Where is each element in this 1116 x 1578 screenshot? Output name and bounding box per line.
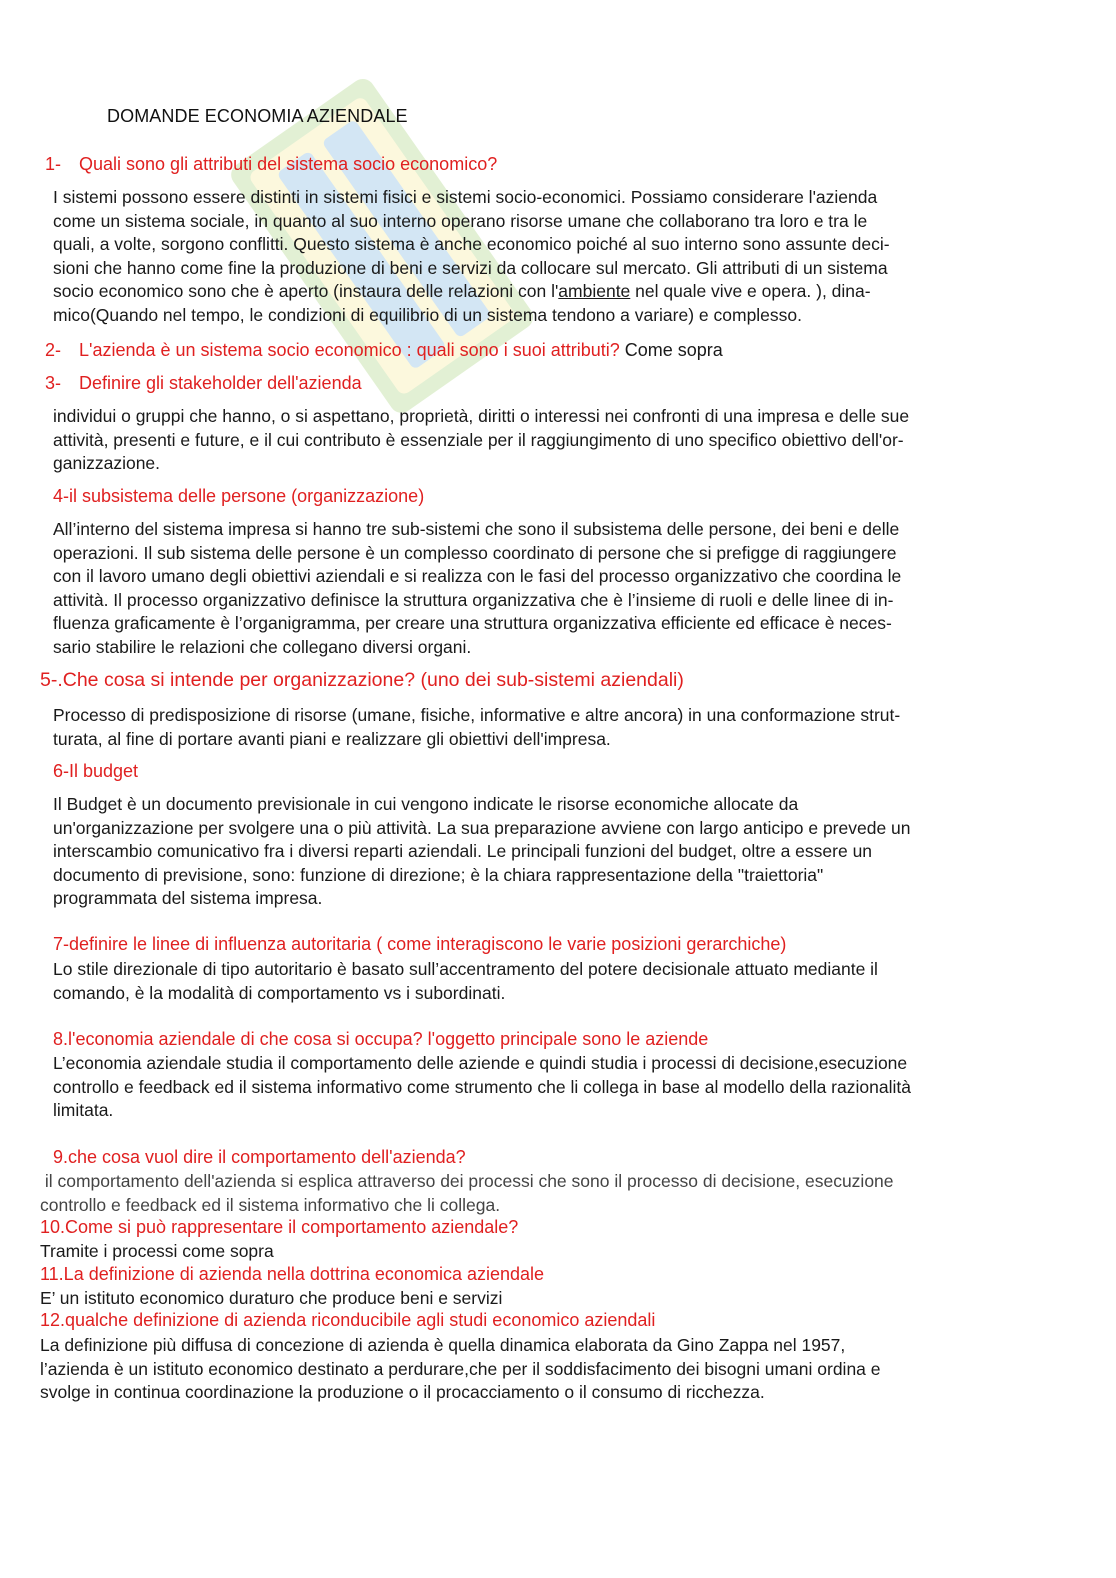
answer-line: operazioni. Il sub sistema delle persone è un complesso coordinato di persone che si prefigge di raggiungere <box>53 542 897 563</box>
answer-line: controllo e feedback ed il sistema informativo come strumento che li collega in base al modello della razionalità <box>53 1076 911 1097</box>
answer-line: programmata del sistema impresa. <box>53 888 323 908</box>
question-text: 10.Come si può rappresentare il comportamento aziendale? <box>40 1217 519 1237</box>
answer-6 <box>53 793 911 911</box>
question-number: 2- <box>45 340 62 360</box>
answer-line: comando, è la modalità di comportamento vs i subordinati. <box>53 982 506 1003</box>
inline-answer: Come sopra <box>619 340 723 360</box>
answer-line: I sistemi possono essere distinti in sistemi fisici e sistemi socio-economici. Possiamo considerare l'azienda <box>53 187 878 207</box>
answer-line: turata, al fine di portare avanti piani e realizzare gli obiettivi dell'impresa. <box>53 728 611 749</box>
answer-line: All’interno del sistema impresa si hanno tre sub-sistemi che sono il subsistema delle persone, dei beni e delle <box>53 519 900 539</box>
answer-line: mico(Quando nel tempo, le condizioni di equilibrio di un sistema tendono a variare) e complesso. <box>53 304 803 325</box>
answer-12 <box>40 1334 881 1405</box>
answer-line: attività. Il processo organizzativo definisce la struttura organizzativa che è l’insieme di ruoli e delle linee di in- <box>53 589 894 610</box>
question-7 <box>53 934 786 955</box>
question-2 <box>45 340 723 361</box>
answer-line: sioni che hanno come fine la produzione di beni e servizi da collocare sul mercato. Gli attributi di un sistema <box>53 257 888 278</box>
answer-line: ganizzazione. <box>53 453 161 473</box>
question-10 <box>40 1217 518 1238</box>
answer-line: svolge in continua coordinazione la produzione o il procacciamento o il consumo di ricchezza. <box>40 1382 765 1402</box>
question-9 <box>53 1147 466 1168</box>
question-text: L'azienda è un sistema socio economico : quali sono i suoi attributi? <box>79 340 620 360</box>
question-3 <box>45 373 362 394</box>
answer-4 <box>53 518 901 659</box>
question-text: Quali sono gli attributi del sistema socio economico? <box>79 154 498 174</box>
answer-line <box>53 280 890 304</box>
question-text: 8.l'economia aziendale di che cosa si occupa? l'oggetto principale sono le aziende <box>53 1029 709 1049</box>
question-8 <box>53 1029 708 1050</box>
question-5 <box>40 669 684 692</box>
question-text: Definire gli stakeholder dell'azienda <box>79 373 362 393</box>
answer-line: un'organizzazione per svolgere una o più attività. La sua preparazione avviene con largo anticipo e prevede un <box>53 817 911 838</box>
answer-line: controllo e feedback ed il sistema informativo che li collega. <box>40 1194 501 1215</box>
answer-line: Tramite i processi come sopra <box>40 1241 274 1261</box>
answer-line: l’azienda è un istituto economico destinato a perdurare,che per il soddisfacimento dei bisogni umani ordina e <box>40 1358 881 1379</box>
answer-line: Lo stile direzionale di tipo autoritario è basato sull’accentramento del potere decisionale attuato mediante il <box>53 959 878 979</box>
answer-line: Processo di predisposizione di risorse (umane, fisiche, informative e altre ancora) in una conformazione strut- <box>53 705 901 725</box>
answer-5 <box>53 704 900 751</box>
answer-1 <box>53 186 890 327</box>
question-text: 11.La definizione di azienda nella dottrina economica aziendale <box>40 1264 545 1284</box>
answer-line: documento di previsione, sono: funzione di direzione; è la chiara rappresentazione della "traiettoria" <box>53 864 824 885</box>
question-number: 1- <box>45 154 62 174</box>
question-11 <box>40 1264 544 1285</box>
answer-3 <box>53 405 909 476</box>
answer-line: E’ un istituto economico duraturo che produce beni e servizi <box>40 1288 503 1308</box>
answer-line: attività, presenti e future, e il cui contributo è essenziale per il raggiungimento di uno specifico obiettivo dell'or- <box>53 429 904 450</box>
question-text: 7-definire le linee di influenza autoritaria ( come interagiscono le varie posizioni gerarchiche) <box>53 934 787 954</box>
ambiente-link[interactable]: ambiente <box>558 281 631 301</box>
answer-line: limitata. <box>53 1100 114 1120</box>
question-12 <box>40 1310 655 1331</box>
answer-line: con il lavoro umano degli obiettivi aziendali e si realizza con le fasi del processo organizzativo che coordina le <box>53 566 902 586</box>
answer-text: nel quale vive e opera. ), dina- <box>630 281 871 301</box>
answer-8 <box>53 1052 911 1123</box>
answer-line: fluenza graficamente è l’organigramma, per creare una struttura organizzativa efficiente ed efficace è neces- <box>53 613 892 633</box>
question-number: 3- <box>45 373 62 393</box>
question-text: 5-.Che cosa si intende per organizzazione? (uno dei sub-sistemi aziendali) <box>40 669 684 691</box>
answer-11 <box>40 1287 502 1311</box>
answer-line: interscambio comunicativo fra i diversi reparti aziendali. Le principali funzioni del budget, oltre a essere un <box>53 841 873 861</box>
answer-line: quali, a volte, sorgono conflitti. Questo sistema è anche economico poiché al suo interno sono assunte deci- <box>53 234 890 254</box>
question-text: 9.che cosa vuol dire il comportamento dell'azienda? <box>53 1147 466 1167</box>
answer-7 <box>53 958 878 1005</box>
answer-line: individui o gruppi che hanno, o si aspettano, proprietà, diritti o interessi nei confronti di una impresa e delle sue <box>53 406 910 426</box>
answer-line: il comportamento dell'azienda si esplica attraverso dei processi che sono il processo di decisione, esecuzione <box>40 1171 894 1191</box>
document-title: DOMANDE ECONOMIA AZIENDALE <box>107 106 408 126</box>
answer-line: Il Budget è un documento previsionale in cui vengono indicate le risorse economiche allocate da <box>53 794 799 814</box>
question-text: 6-Il budget <box>53 761 139 781</box>
answer-10 <box>40 1240 274 1264</box>
answer-line: sario stabilire le relazioni che collegano diversi organi. <box>53 636 472 657</box>
question-4 <box>53 486 424 507</box>
answer-text: socio economico sono che è aperto (instaura delle relazioni con l' <box>53 281 559 301</box>
question-6 <box>53 761 138 782</box>
question-text: 4-il subsistema delle persone (organizzazione) <box>53 486 425 506</box>
question-1 <box>45 154 497 175</box>
answer-9 <box>40 1170 894 1217</box>
answer-line: come un sistema sociale, in quanto al suo interno operano risorse umane che collaborano tra loro e tra le <box>53 210 868 231</box>
question-text: 12.qualche definizione di azienda riconducibile agli studi economico aziendali <box>40 1310 656 1330</box>
answer-line: L’economia aziendale studia il comportamento delle aziende e quindi studia i processi di decisione,esecuzione <box>53 1053 908 1073</box>
answer-line: La definizione più diffusa di concezione di azienda è quella dinamica elaborata da Gino Zappa nel 1957, <box>40 1335 846 1355</box>
